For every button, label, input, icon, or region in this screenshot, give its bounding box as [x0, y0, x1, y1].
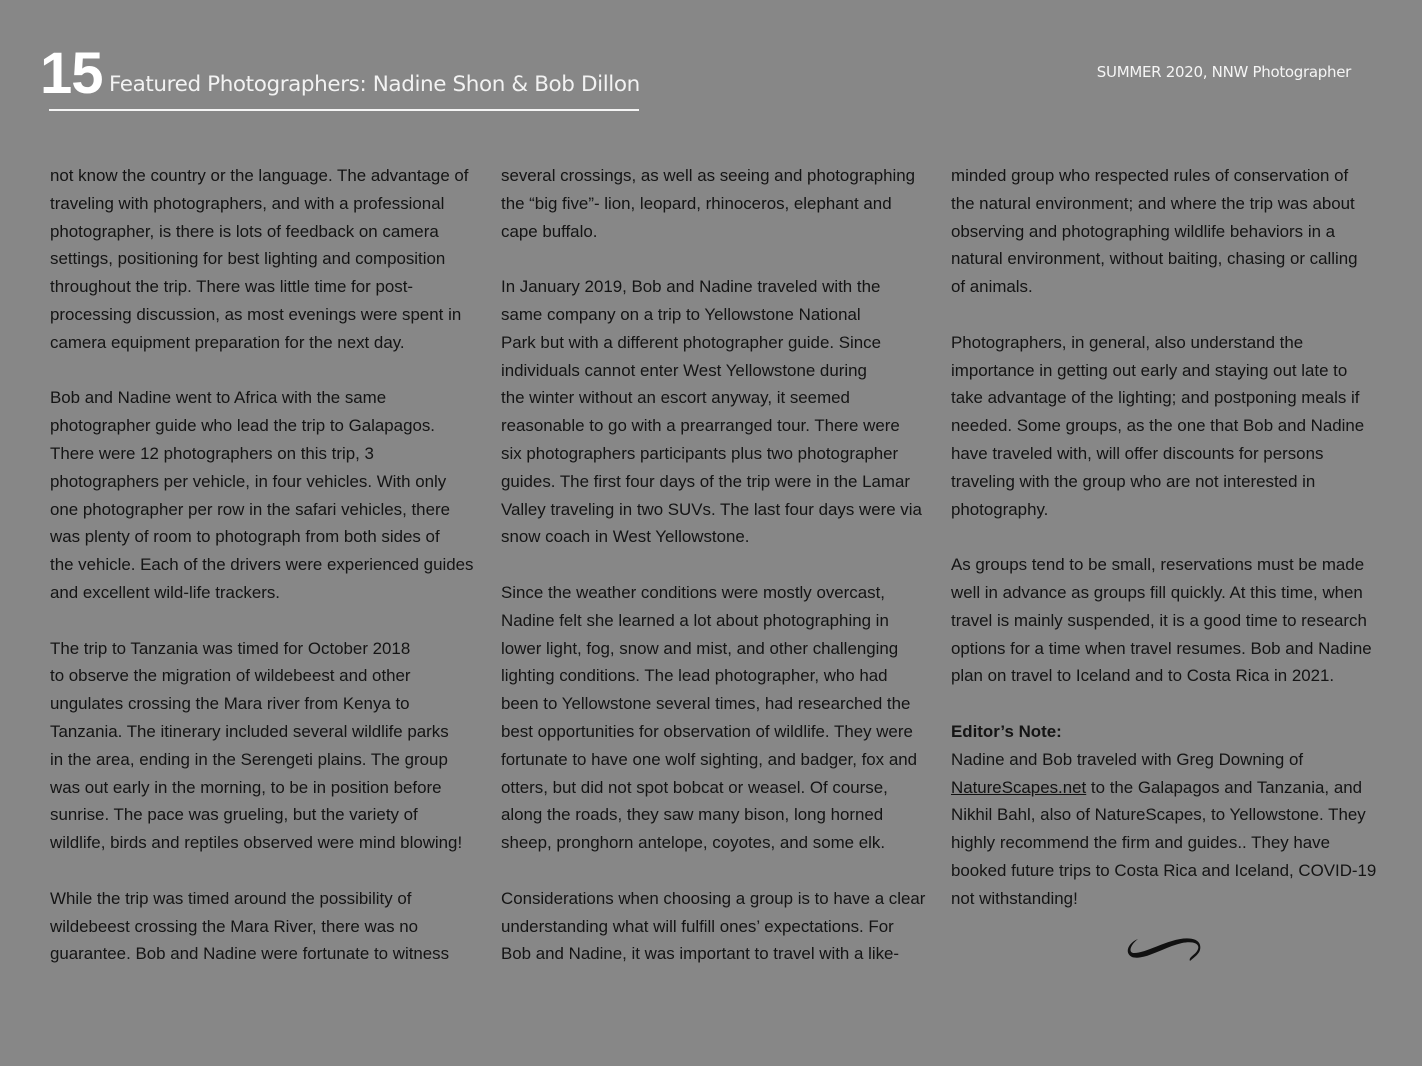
text-line: guides. The first four days of the trip were in the Lamar — [501, 471, 911, 491]
text-line: was plenty of room to photograph from both sides of — [50, 527, 440, 547]
editors-note — [951, 718, 1381, 913]
text-line: guarantee. Bob and Nadine were fortunate to witness — [50, 944, 450, 964]
text-line: photography. — [951, 499, 1049, 519]
paragraph — [501, 579, 926, 857]
text-line: photographer guide who lead the trip to Galapagos. — [50, 416, 436, 436]
paragraph-gap — [501, 857, 926, 885]
text-line: best opportunities for observation of wildlife. They were — [501, 721, 913, 741]
text-line: the winter without an escort anyway, it seemed — [501, 388, 850, 408]
text-line: Valley traveling in two SUVs. The last four days were via — [501, 499, 922, 519]
text-line: options for a time when travel resumes. Bob and Nadine — [951, 638, 1372, 658]
article-column-1 — [50, 162, 475, 968]
paragraph-gap — [501, 551, 926, 579]
editors-note-heading: Editor’s Note: — [951, 721, 1062, 741]
paragraph-gap — [951, 523, 1381, 551]
text-line: fortunate to have one wolf sighting, and badger, fox and — [501, 749, 917, 769]
text-line: settings, positioning for best lighting and composition — [50, 249, 446, 269]
text-line: importance in getting out early and staying out late to — [951, 360, 1348, 380]
paragraph — [501, 885, 926, 968]
text-line: snow coach in West Yellowstone. — [501, 527, 750, 547]
paragraph-gap — [951, 690, 1381, 718]
text-line: lower light, fog, snow and mist, and other challenging — [501, 638, 899, 658]
paragraph — [501, 273, 926, 551]
text-line: highly recommend the firm and guides.. They have — [951, 833, 1330, 853]
text-line: natural environment, without baiting, chasing or calling — [951, 249, 1358, 269]
text-line: ungulates crossing the Mara river from Kenya to — [50, 694, 410, 714]
text-line: processing discussion, as most evenings were spent in — [50, 304, 462, 324]
text-line: was out early in the morning, to be in position before — [50, 777, 442, 797]
text-line: plan on travel to Iceland and to Costa Rica in 2021. — [951, 666, 1335, 686]
text-line: Bob and Nadine, it was important to travel with a like- — [501, 944, 900, 964]
paragraph-gap — [50, 857, 475, 885]
editors-note-remaining — [951, 801, 1381, 912]
text-line: understanding what will fulfill ones’ expectations. For — [501, 916, 894, 936]
text-line: of animals. — [951, 277, 1033, 297]
paragraph — [501, 162, 926, 245]
text-line: Photographers, in general, also understand the — [951, 332, 1304, 352]
text-line: one photographer per row in the safari vehicles, there — [50, 499, 450, 519]
text-line: well in advance as groups fill quickly. At this time, when — [951, 582, 1363, 602]
article-column-3 — [951, 162, 1381, 913]
editors-note-line-rest: to the Galapagos and Tanzania, and — [1086, 777, 1363, 797]
text-line: wildlife, birds and reptiles observed were mind blowing! — [50, 833, 463, 853]
issue-label: SUMMER 2020, NNW Photographer — [1096, 63, 1351, 81]
text-line: sunrise. The pace was grueling, but the variety of — [50, 805, 418, 825]
header-divider — [49, 109, 639, 111]
naturescapes-link[interactable]: NatureScapes.net — [951, 777, 1087, 797]
text-line: needed. Some groups, as the one that Bob and Nadine — [951, 416, 1365, 436]
text-line: to observe the migration of wildebeest and other — [50, 666, 411, 686]
paragraph — [50, 162, 475, 357]
paragraph — [951, 162, 1381, 301]
text-line: and excellent wild-life trackers. — [50, 582, 280, 602]
text-line: While the trip was timed around the possibility of — [50, 888, 412, 908]
text-line: Bob and Nadine went to Africa with the same — [50, 388, 387, 408]
paragraph — [50, 635, 475, 857]
text-line: camera equipment preparation for the next day. — [50, 332, 405, 352]
text-line: the vehicle. Each of the drivers were experienced guides — [50, 555, 474, 575]
text-line: six photographers participants plus two photographer — [501, 443, 899, 463]
text-line: not withstanding! — [951, 888, 1078, 908]
editors-note-line — [951, 774, 1381, 802]
text-line: observing and photographing wildlife behaviors in a — [951, 221, 1336, 241]
text-line: the natural environment; and where the trip was about — [951, 193, 1355, 213]
text-line: individuals cannot enter West Yellowstone during — [501, 360, 867, 380]
paragraph-gap — [50, 607, 475, 635]
body-paragraphs — [951, 162, 1381, 690]
text-line: Nikhil Bahl, also of NatureScapes, to Yellowstone. They — [951, 805, 1366, 825]
text-line: have traveled with, will offer discounts for persons — [951, 443, 1324, 463]
paragraph-gap — [951, 301, 1381, 329]
text-line: minded group who respected rules of conservation of — [951, 166, 1349, 185]
text-line: not know the country or the language. The advantage of — [50, 166, 469, 185]
text-line: lighting conditions. The lead photographer, who had — [501, 666, 888, 686]
text-line: photographers per vehicle, in four vehicles. With only — [50, 471, 447, 491]
editors-note-line: Nadine and Bob traveled with Greg Downing of — [951, 749, 1304, 769]
text-line: Since the weather conditions were mostly overcast, — [501, 582, 885, 602]
text-line: throughout the trip. There was little time for post- — [50, 277, 414, 297]
article-title: Featured Photographers: Nadine Shon & Bob Dillon — [109, 72, 640, 97]
text-line: The trip to Tanzania was timed for October 2018 — [50, 638, 411, 658]
text-line: same company on a trip to Yellowstone National — [501, 304, 861, 324]
paragraph — [951, 551, 1381, 690]
text-line: wildebeest crossing the Mara River, there was no — [50, 916, 419, 936]
paragraph — [50, 885, 475, 968]
text-line: As groups tend to be small, reservations must be made — [951, 555, 1365, 575]
text-line: take advantage of the lighting; and postponing meals if — [951, 388, 1360, 408]
text-line: cape buffalo. — [501, 221, 598, 241]
text-line: Park but with a different photographer guide. Since — [501, 332, 881, 352]
text-line: been to Yellowstone several times, had researched the — [501, 694, 911, 714]
text-line: reasonable to go with a prearranged tour. There were — [501, 416, 900, 436]
paragraph — [951, 329, 1381, 524]
text-line: travel is mainly suspended, it is a good time to research — [951, 610, 1367, 630]
text-line: Considerations when choosing a group is to have a clear — [501, 888, 926, 908]
text-line: booked future trips to Costa Rica and Iceland, COVID-19 — [951, 860, 1377, 880]
text-line: in the area, ending in the Serengeti plains. The group — [50, 749, 448, 769]
text-line: There were 12 photographers on this trip, 3 — [50, 443, 374, 463]
end-flourish-icon — [1124, 933, 1202, 967]
text-line: several crossings, as well as seeing and photographing — [501, 166, 916, 185]
text-line: photographer, is there is lots of feedback on camera — [50, 221, 439, 241]
article-column-2 — [501, 162, 926, 968]
text-line: Nadine felt she learned a lot about photographing in — [501, 610, 889, 630]
text-line: In January 2019, Bob and Nadine traveled with the — [501, 277, 881, 297]
text-line: traveling with photographers, and with a professional — [50, 193, 445, 213]
paragraph-gap — [50, 357, 475, 385]
text-line: otters, but did not spot bobcat or weasel. Of course, — [501, 777, 888, 797]
paragraph — [50, 384, 475, 606]
text-line: sheep, pronghorn antelope, coyotes, and some elk. — [501, 833, 886, 853]
text-line: Tanzania. The itinerary included several wildlife parks — [50, 721, 449, 741]
text-line: along the roads, they saw many bison, long horned — [501, 805, 884, 825]
text-line: traveling with the group who are not interested in — [951, 471, 1316, 491]
paragraph-gap — [501, 245, 926, 273]
page-number: 15 — [40, 41, 103, 106]
text-line: the “big five”- lion, leopard, rhinoceros, elephant and — [501, 193, 892, 213]
